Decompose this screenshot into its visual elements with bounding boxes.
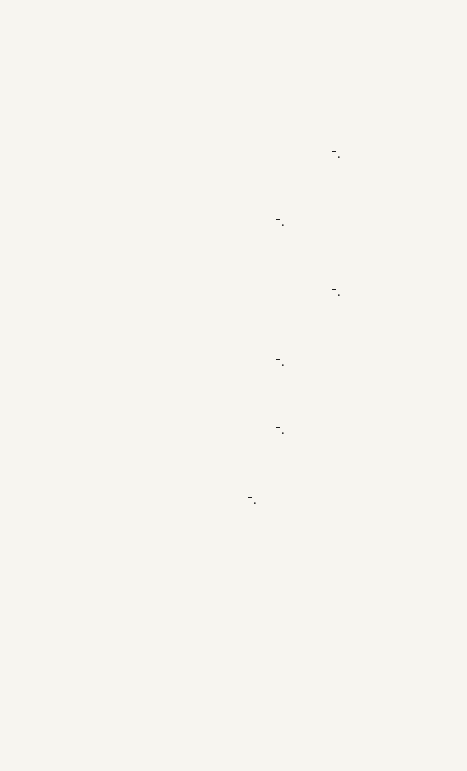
answer-4: . [270, 208, 285, 231]
answer-3: . [326, 140, 341, 163]
answer-5: . [326, 278, 341, 301]
answer-7: . [270, 416, 285, 439]
answer-8: . [242, 486, 257, 509]
answer-6: . [270, 348, 285, 371]
